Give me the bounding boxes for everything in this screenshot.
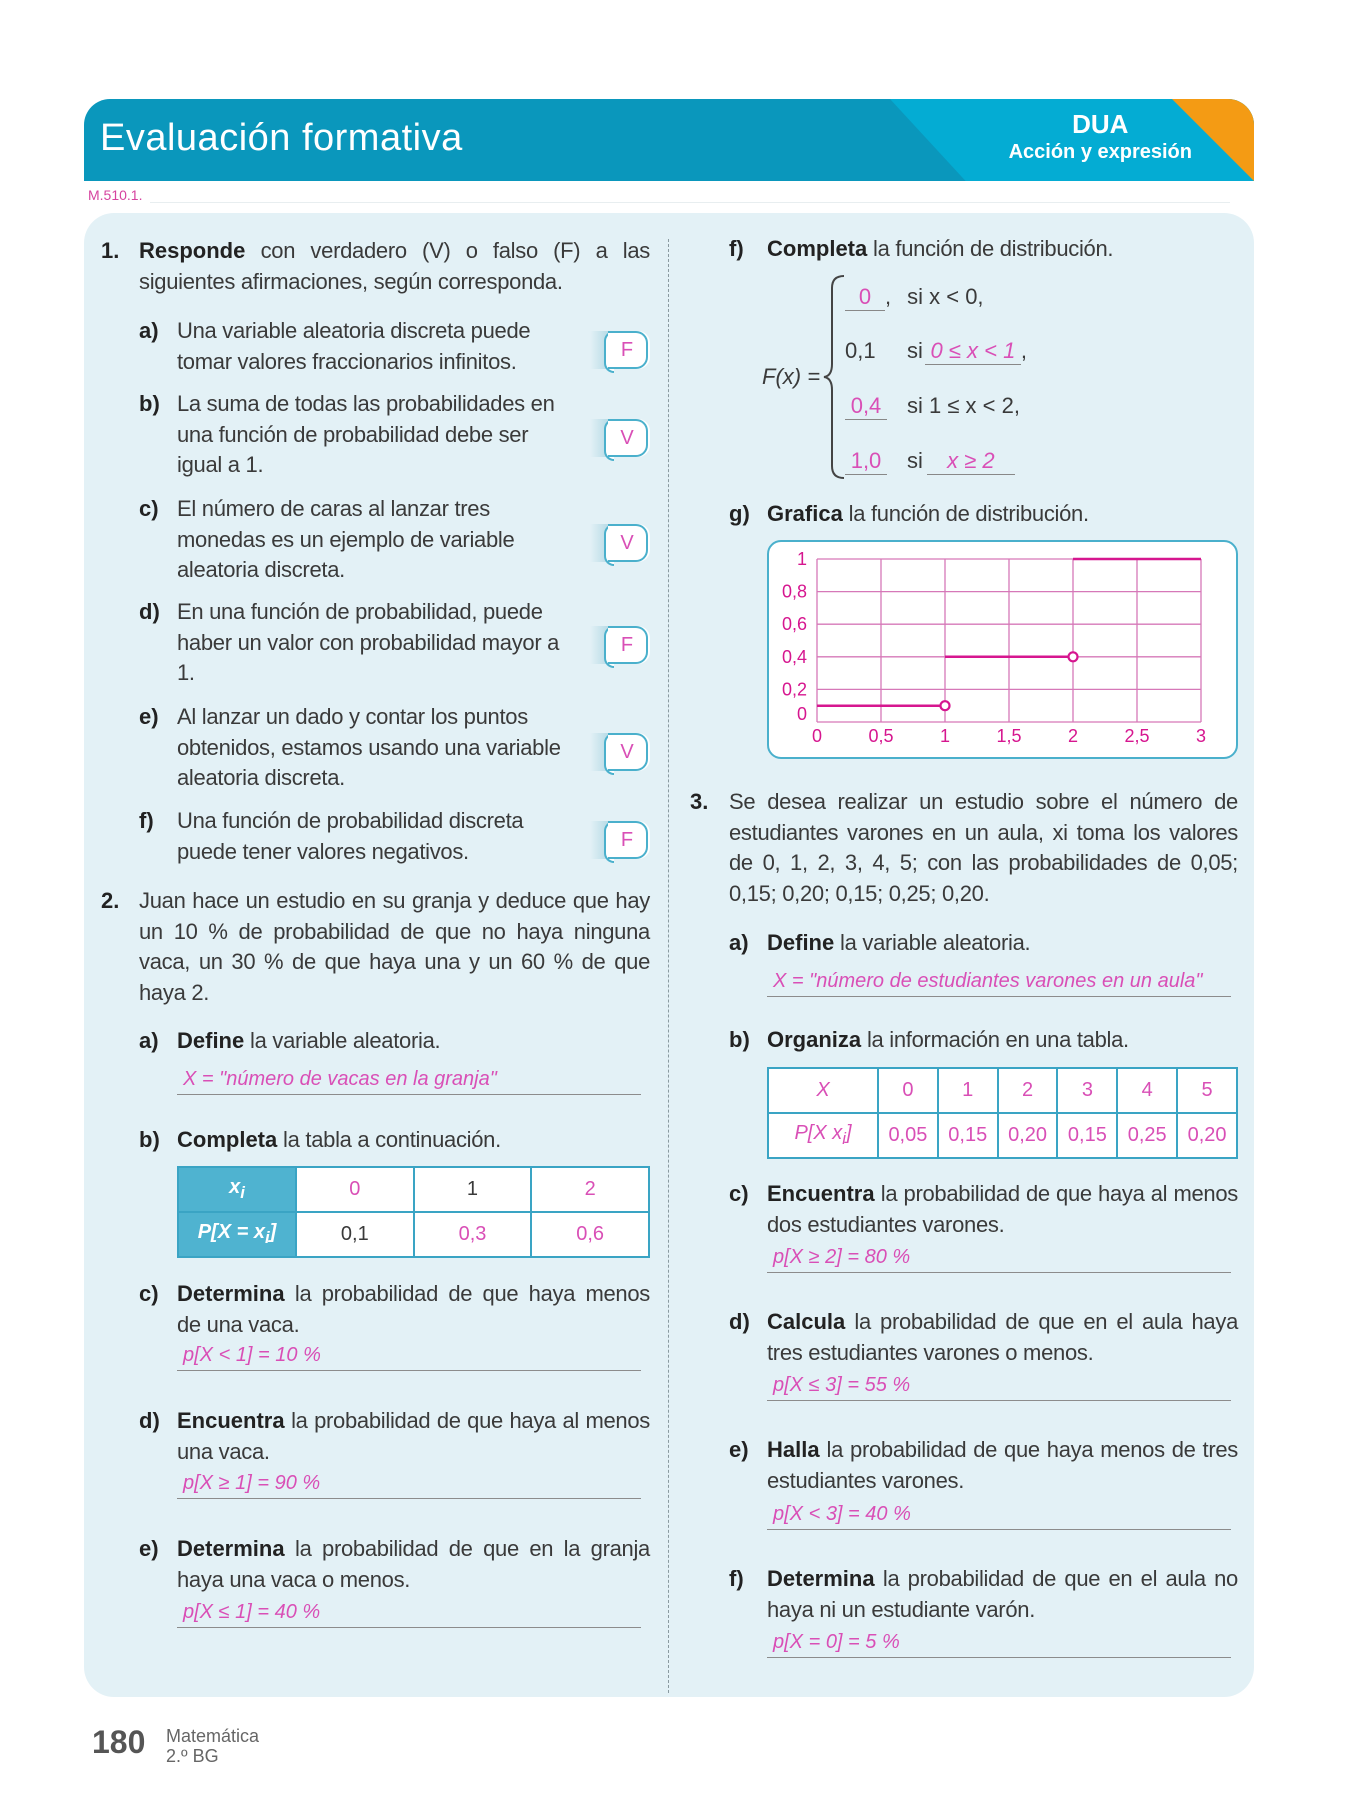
question-2-text: Juan hace un estudio en su granja y deduce que hay un 10 % de probabilidad de que no haya ninguna vaca, un 30 % de que haya una y un 60 % de que haya 2.: [139, 888, 650, 1005]
statement-item: [139, 316, 650, 389]
chart-frame: [767, 540, 1238, 759]
answer-field[interactable]: p[X = 0] = 5 %: [767, 1628, 1231, 1658]
grade: 2.º BG: [166, 1746, 219, 1766]
answer-field[interactable]: p[X < 1] = 10 %: [177, 1341, 641, 1371]
answer-letter[interactable]: F: [608, 821, 648, 859]
q2a-text: [177, 1026, 650, 1057]
x-tick-label: 3: [1195, 726, 1207, 746]
q3d-text: [767, 1307, 1238, 1368]
q2b-text: [177, 1125, 650, 1156]
item-letter: d): [139, 599, 160, 624]
page-title: Evaluación formativa: [100, 117, 463, 159]
x-tick-label: 1: [939, 726, 951, 746]
header-cell[interactable]: [768, 1113, 878, 1158]
table-cell[interactable]: 0,20: [1177, 1113, 1237, 1158]
answer-row: [767, 1371, 1238, 1435]
answer-field[interactable]: p[X ≥ 1] = 90 %: [177, 1469, 641, 1499]
answer-field[interactable]: X = "número de estudiantes varones en un aula": [767, 967, 1231, 997]
left-column: [101, 236, 650, 1638]
answer-row: [767, 967, 1238, 1025]
question-number: 3.: [690, 789, 709, 814]
open-point: [1069, 652, 1078, 661]
blank-answer[interactable]: 0 ≤ x < 1: [925, 338, 1021, 365]
question-number: 2.: [101, 888, 120, 913]
right-column: [690, 234, 1238, 1668]
statement-text: Al lanzar un dado y contar los puntos obtenidos, estamos usando una variable aleatoria discreta.: [177, 704, 561, 790]
page-number: 180: [92, 1724, 146, 1760]
dua-subtitle: Acción y expresión: [1008, 141, 1192, 163]
table-wrap: [767, 1067, 1238, 1179]
answer-row: [177, 1469, 650, 1534]
statement-item: [139, 389, 650, 494]
blank-answer[interactable]: 1,0: [845, 448, 887, 475]
answer-letter[interactable]: V: [608, 733, 648, 771]
q2c-item: [139, 1279, 650, 1341]
table-row: [178, 1212, 649, 1257]
piece-row: 0 , si x < 0,: [845, 284, 984, 311]
verb: Encuentra: [767, 1181, 875, 1206]
x-tick-label: 1,5: [996, 726, 1022, 746]
true-false-box[interactable]: [590, 821, 650, 859]
true-false-box[interactable]: [590, 419, 650, 457]
piecewise-function: [690, 284, 1238, 499]
answer-field[interactable]: p[X ≤ 1] = 40 %: [177, 1598, 641, 1628]
item-letter: d): [729, 1309, 750, 1334]
question-1: [101, 236, 650, 316]
verb: Calcula: [767, 1309, 846, 1334]
y-tick-label: 0,6: [781, 614, 807, 635]
prompt: la información en una tabla.: [861, 1027, 1129, 1052]
question-3-text: Se desea realizar un estudio sobre el número de estudiantes varones en un aula, xi toma los valores de 0, 1, 2, 3, 4, 5; con las probabilidades de 0,05; 0,15; 0,20; 0,15; 0,25; 0,20.: [729, 789, 1238, 906]
table-cell[interactable]: 0,05: [878, 1113, 938, 1158]
answer-letter[interactable]: V: [608, 419, 648, 457]
table-cell[interactable]: 0,3: [414, 1212, 532, 1257]
table-cell[interactable]: 3: [1057, 1068, 1117, 1113]
item-letter: a): [729, 930, 749, 955]
table-cell: 1: [414, 1167, 532, 1212]
x-tick-label: 2,5: [1124, 726, 1150, 746]
true-false-box[interactable]: [590, 331, 650, 369]
y-tick-label: 0,4: [781, 646, 807, 667]
q2a: [139, 1026, 650, 1065]
q3c-item: [729, 1179, 1238, 1243]
header-text: P[X x: [794, 1122, 843, 1144]
header-cell[interactable]: X: [768, 1068, 878, 1113]
item-letter: e): [729, 1437, 749, 1462]
statement-list: [101, 316, 650, 886]
verb: Define: [177, 1028, 245, 1053]
probability-table: [177, 1166, 650, 1258]
q3e-item: [729, 1435, 1238, 1500]
prompt: con verdadero (V) o falso (F) a las siguientes afirmaciones, según corresponda.: [139, 238, 650, 294]
table-cell[interactable]: 4: [1117, 1068, 1177, 1113]
x-tick-label: 0: [811, 726, 823, 746]
blank-answer[interactable]: 0,4: [845, 393, 887, 420]
table-cell[interactable]: 2: [531, 1167, 649, 1212]
true-false-box[interactable]: [590, 626, 650, 664]
table-cell[interactable]: 0,6: [531, 1212, 649, 1257]
open-point: [941, 701, 950, 710]
question-3: [690, 787, 1238, 928]
item-letter: c): [139, 496, 159, 521]
y-tick-label: 1: [796, 549, 807, 569]
answer-field[interactable]: p[X ≥ 2] = 80 %: [767, 1243, 1231, 1273]
condition: si x < 0,: [907, 284, 984, 309]
answer-field[interactable]: X = "número de vacas en la granja": [177, 1065, 641, 1095]
y-tick-label: 0,2: [781, 679, 807, 700]
item-letter: c): [139, 1281, 159, 1306]
statement-item: [139, 806, 650, 886]
q3a-text: [767, 928, 1238, 959]
table-cell[interactable]: 5: [1177, 1068, 1237, 1113]
q2e-item: [139, 1534, 650, 1598]
q2e-text: [177, 1534, 650, 1595]
dua-title: DUA: [1072, 109, 1129, 139]
q3-subquestions: [690, 928, 1238, 1668]
piece-row: 1,0 si x ≥ 2: [845, 448, 1015, 475]
answer-field[interactable]: p[X < 3] = 40 %: [767, 1500, 1231, 1530]
q2c-text: [177, 1279, 650, 1340]
statement-item: [139, 597, 650, 702]
header-cell: $P[X = x_i]$: [178, 1212, 296, 1257]
question-number: 1.: [101, 238, 120, 263]
prompt: la probabilidad de que en el aula haya tres estudiantes varones o menos.: [767, 1309, 1238, 1365]
verb: Determina: [177, 1536, 285, 1561]
prompt: la variable aleatoria.: [834, 930, 1031, 955]
prompt: la tabla a continuación.: [277, 1127, 501, 1152]
prompt: la probabilidad de que haya menos de tres estudiantes varones.: [767, 1437, 1238, 1493]
verb: Completa: [177, 1127, 278, 1152]
question-2: [101, 886, 650, 1026]
table-cell[interactable]: 1: [938, 1068, 998, 1113]
table-cell[interactable]: 0: [878, 1068, 938, 1113]
verb: Completa: [767, 236, 868, 261]
answer-field[interactable]: p[X ≤ 3] = 55 %: [767, 1371, 1231, 1401]
item-letter: g): [729, 501, 750, 526]
table-cell[interactable]: 0,25: [1117, 1113, 1177, 1158]
item-letter: f): [729, 1566, 744, 1591]
item-letter: e): [139, 704, 159, 729]
table-cell[interactable]: 0: [296, 1167, 414, 1212]
table-cell[interactable]: 0,20: [998, 1113, 1058, 1158]
item-letter: b): [139, 1127, 160, 1152]
column-divider: [668, 239, 669, 1693]
prompt: la probabilidad de que haya menos de una vaca.: [177, 1281, 650, 1337]
answer-letter[interactable]: F: [608, 331, 648, 369]
q3d-item: [729, 1307, 1238, 1371]
table-row: [178, 1167, 649, 1212]
statement-item: [139, 494, 650, 597]
statement-text: En una función de probabilidad, puede haber un valor con probabilidad mayor a 1.: [177, 599, 560, 685]
answer-row: [177, 1341, 650, 1406]
item-letter: f): [139, 808, 154, 833]
dua-label: [1009, 109, 1192, 165]
prompt: la función de distribución.: [842, 501, 1089, 526]
subscript: i: [842, 1129, 846, 1148]
q2b: [139, 1125, 650, 1166]
condition: si 1 ≤ x < 2,: [907, 393, 1020, 418]
q2g-text: [767, 499, 1089, 530]
y-tick-label: 0: [796, 704, 807, 724]
table-cell[interactable]: 0,15: [938, 1113, 998, 1158]
blank-answer[interactable]: 0: [845, 284, 885, 311]
item-letter: a): [139, 1028, 159, 1053]
y-tick-label: 0,8: [781, 581, 807, 602]
q3b-item: [729, 1025, 1238, 1067]
prompt: la probabilidad de que haya al menos una vaca.: [177, 1408, 650, 1464]
answer-row: [767, 1243, 1238, 1307]
table-cell: 0,1: [296, 1212, 414, 1257]
probability-table: [767, 1067, 1238, 1159]
q2-subquestions: [101, 1279, 650, 1638]
distribution-chart: [769, 542, 1236, 757]
function-label: F(x) =: [762, 364, 821, 389]
q3a-item: [729, 928, 1238, 967]
blank-answer[interactable]: x ≥ 2: [927, 448, 1015, 475]
q2f: [729, 234, 1238, 284]
verb: Encuentra: [177, 1408, 285, 1433]
item-letter: b): [729, 1027, 750, 1052]
q2g: [729, 499, 1238, 540]
x-tick-label: 0,5: [868, 726, 894, 746]
statement-item: [139, 702, 650, 806]
verb: Responde: [139, 238, 246, 263]
subject: Matemática: [166, 1726, 260, 1746]
q3b-text: [767, 1025, 1238, 1056]
item-letter: e): [139, 1536, 159, 1561]
item-letter: a): [139, 318, 159, 343]
answer-row: [767, 1500, 1238, 1564]
table-row: [768, 1068, 1237, 1113]
table-cell[interactable]: 2: [998, 1068, 1058, 1113]
divider: [150, 202, 1230, 203]
q2f-text: [767, 234, 1113, 265]
q2d-text: [177, 1406, 650, 1467]
footer-subject: [166, 1726, 259, 1766]
table-row: [768, 1113, 1237, 1158]
q3f-item: [729, 1564, 1238, 1628]
header-text: ]: [845, 1122, 852, 1144]
header-banner: [84, 99, 1254, 181]
answer-letter[interactable]: F: [608, 626, 648, 664]
verb: Organiza: [767, 1027, 862, 1052]
answer-row: [177, 1598, 650, 1638]
q2d-item: [139, 1406, 650, 1469]
skill-code: M.510.1.: [88, 187, 143, 203]
prompt: la probabilidad de que en el aula no haya ni un estudiante varón.: [767, 1566, 1238, 1622]
statement-text: El número de caras al lanzar tres monedas es un ejemplo de variable aleatoria discreta.: [177, 496, 515, 582]
answer-letter[interactable]: V: [608, 524, 648, 562]
piece-row: 0,1 si 0 ≤ x < 1 ,: [845, 338, 1028, 363]
statement-text: La suma de todas las probabilidades en una función de probabilidad debe ser igual a 1.: [177, 391, 555, 477]
answer-row: [767, 1628, 1238, 1668]
prompt: la probabilidad de que haya al menos dos estudiantes varones.: [767, 1181, 1238, 1237]
item-letter: c): [729, 1181, 749, 1206]
statement-text: Una función de probabilidad discreta puede tener valores negativos.: [177, 808, 524, 864]
q3e-text: [767, 1435, 1238, 1496]
item-letter: d): [139, 1408, 160, 1433]
verb: Grafica: [767, 501, 843, 526]
piece-row: [845, 393, 1020, 420]
header-cell: $x_i$: [178, 1167, 296, 1212]
true-false-box[interactable]: [590, 733, 650, 771]
q3f-text: [767, 1564, 1238, 1625]
table-cell[interactable]: 0,15: [1057, 1113, 1117, 1158]
item-letter: b): [139, 391, 160, 416]
question-1-text: [139, 236, 650, 297]
verb: Define: [767, 930, 835, 955]
prompt: la probabilidad de que en la granja haya una vaca o menos.: [177, 1536, 650, 1592]
x-tick-label: 2: [1067, 726, 1079, 746]
verb: Determina: [767, 1566, 875, 1591]
prompt: la función de distribución.: [867, 236, 1114, 261]
q3c-text: [767, 1179, 1238, 1240]
true-false-box[interactable]: [590, 524, 650, 562]
verb: Determina: [177, 1281, 285, 1306]
statement-text: Una variable aleatoria discreta puede tomar valores fraccionarios infinitos.: [177, 318, 531, 374]
item-letter: f): [729, 236, 744, 261]
verb: Halla: [767, 1437, 820, 1462]
prompt: la variable aleatoria.: [244, 1028, 441, 1053]
